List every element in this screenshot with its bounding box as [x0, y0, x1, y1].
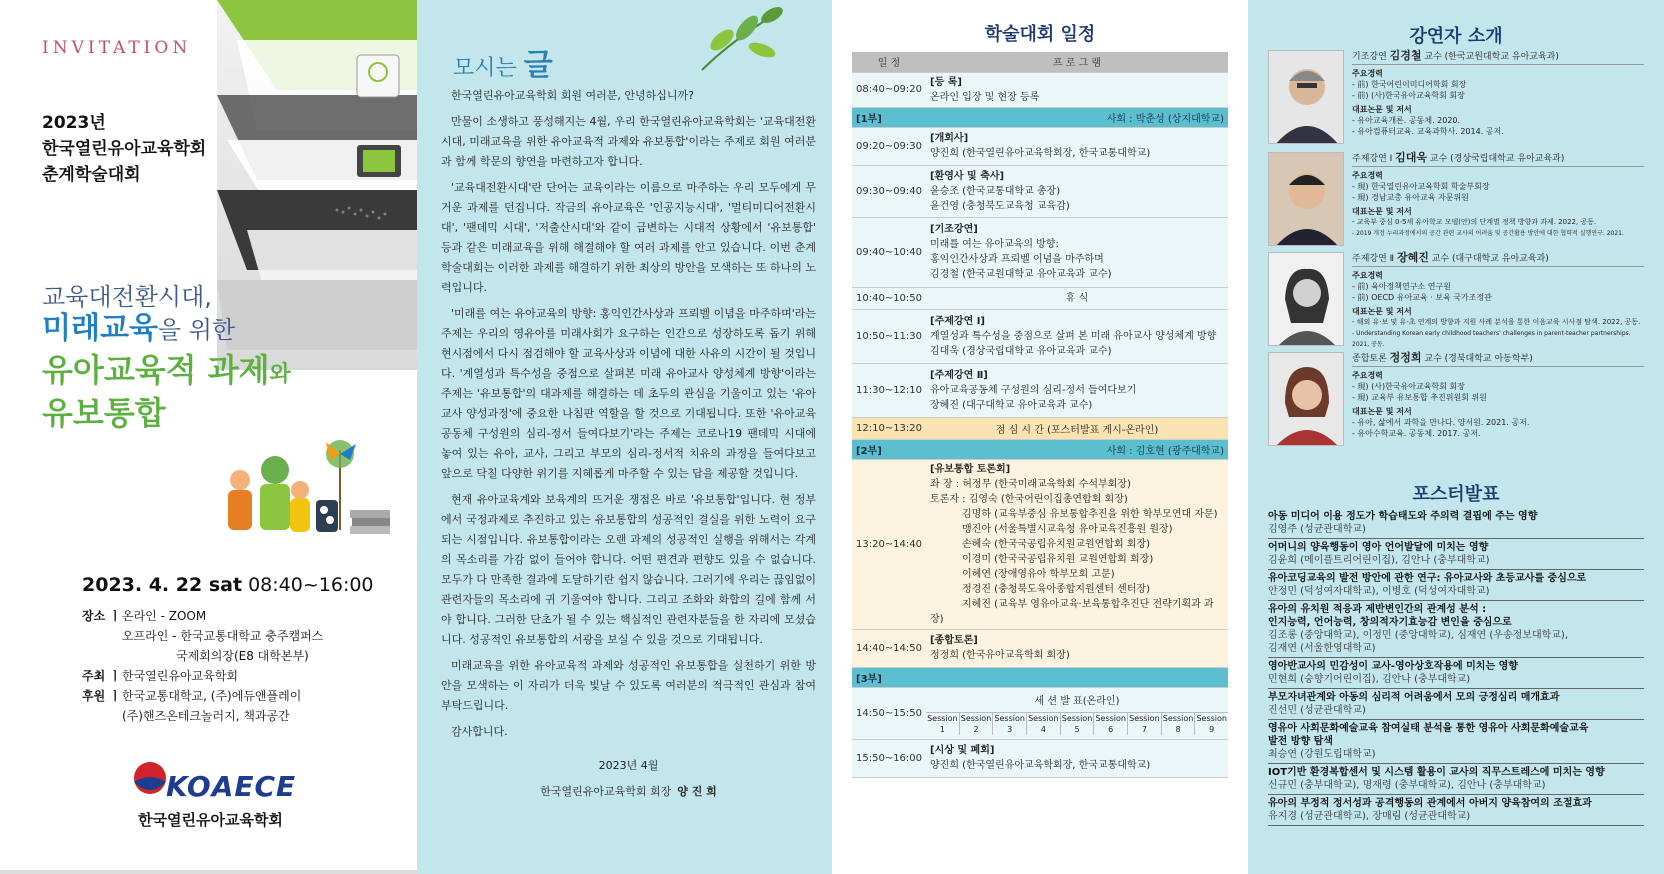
session-item: Session 4	[1026, 713, 1060, 735]
greeting-letter	[441, 86, 816, 808]
schedule-row	[852, 72, 1228, 107]
speaker-info	[1352, 50, 1644, 148]
poster-title: 포스터발표	[1412, 484, 1500, 505]
debate-line: 토론자 : 김영숙 (한국어린이집총연합회 회장)	[930, 493, 1128, 505]
theme-and: 와	[269, 362, 291, 388]
session-item: Session 8	[1161, 713, 1195, 735]
program-body: 유아교육공동체 구성원의 심리-정서 들여다보기	[930, 384, 1137, 396]
poster-topic: 유아의 유치원 적응과 제반변인간의 관계성 분석 : 인지능력, 언어능력, 창의적자기효능감 변인을 중심으로	[1268, 604, 1512, 628]
sponsor-value-1: 한국교통대학교, (주)에듀앤플레이	[122, 689, 302, 703]
greeting-title-b: 글	[523, 48, 553, 83]
program-cell	[926, 629, 1228, 667]
poster-authors: 신규민 (충부대학교), 명재령 (충부대학교), 김안나 (충부대학교)	[1268, 780, 1546, 791]
speaker-affiliation: 교수 (경북대학교 아동학부)	[1421, 354, 1533, 364]
letter-date: 2023년 4월	[598, 759, 659, 772]
poster-item	[1268, 658, 1644, 689]
program-body: 양진희 (한국열린유아교육학회장, 한국교통대학교)	[930, 148, 1151, 159]
poster-topic: 영유아 사회문화예술교육 참여실태 분석을 통한 영유아 사회문화예술교육 발전 방향 탐색	[1268, 723, 1589, 747]
speaker-head	[1352, 252, 1644, 267]
part-cell	[852, 439, 1228, 459]
poster-item	[1268, 720, 1644, 764]
works-item: - 유아컴퓨터교육. 교육과학사. 2014. 공저.	[1352, 127, 1504, 136]
program-body: 윤건영 (충청북도교육청 교육감)	[930, 200, 1070, 212]
poster-item	[1268, 689, 1644, 720]
schedule-row	[852, 165, 1228, 217]
time-cell: 14:40~14:50	[852, 629, 926, 667]
host-row	[82, 666, 323, 686]
program-head: [종합토론]	[930, 635, 978, 646]
career-heading: 주요경력	[1352, 271, 1383, 280]
speaker-photo	[1268, 352, 1344, 446]
part-row	[852, 667, 1228, 687]
poster-authors: 민현희 (숭향기어린이집), 김안나 (충부대학교)	[1268, 674, 1471, 685]
poster-topic: IOT기반 환경복합센서 및 시스템 활용이 교사의 직무스트레스에 미치는 영향	[1268, 767, 1605, 778]
schedule-row	[852, 459, 1228, 629]
program-head: [주제강연 Ⅱ]	[930, 369, 988, 381]
time-cell: 09:40~10:40	[852, 217, 926, 287]
time-cell: 10:40~10:50	[852, 287, 926, 309]
schedule-row	[852, 739, 1228, 777]
session-item: Session 3	[992, 713, 1026, 735]
program-head: [기조강연]	[930, 224, 978, 235]
poster-authors: 안정민 (덕성여자대학교), 이병호 (덕성여자대학교)	[1268, 586, 1490, 597]
poster-authors: 김영주 (성균관대학교)	[1268, 524, 1366, 535]
time-cell: 08:40~09:20	[852, 72, 926, 107]
speaker-photo	[1268, 252, 1344, 346]
poster-item	[1268, 795, 1644, 826]
speaker-photo	[1268, 50, 1344, 144]
col-time: 일 정	[852, 52, 926, 72]
session-item: Session 5	[1060, 713, 1094, 735]
debate-line: 좌 장 : 허정무 (한국미래교육학회 수석부회장)	[930, 478, 1131, 490]
time-cell: 09:30~09:40	[852, 165, 926, 217]
place-row	[82, 606, 323, 626]
schedule-row	[852, 287, 1228, 309]
program-body: 온라인 입장 및 현장 등록	[930, 91, 1040, 103]
poster-topic: 유아코딩교육의 발전 방안에 관한 연구: 유아교사와 초등교사를 중심으로	[1268, 573, 1587, 584]
program-head: [환영사 및 축사]	[930, 170, 1005, 182]
program-cell	[926, 217, 1228, 287]
theme-task: 유아교육적 과제	[42, 351, 270, 390]
col-program: 프 로 그 램	[926, 52, 1228, 72]
works-heading: 대표논문 및 저서	[1352, 407, 1412, 416]
session-item: Session 9	[1194, 713, 1228, 735]
schedule-row	[852, 127, 1228, 165]
poster-item	[1268, 508, 1644, 539]
works-item: - 유아교육개론. 공동체. 2020.	[1352, 116, 1461, 125]
program-cell	[926, 309, 1228, 363]
program-cell	[926, 459, 1228, 629]
speaker-name: 김경철	[1389, 49, 1422, 62]
poster-topic: 영아반교사의 민감성이 교사-영아상호작용에 미치는 영향	[1268, 661, 1518, 672]
event-date	[82, 574, 374, 596]
theme-line-2	[42, 312, 291, 347]
program-head: [주제강연 Ⅰ]	[930, 315, 985, 327]
signature-name: 양 진 희	[677, 785, 717, 798]
schedule-title: 학술대회 일정	[984, 24, 1096, 45]
program-cell	[926, 72, 1228, 107]
bottom-divider	[0, 870, 417, 874]
schedule-row	[852, 687, 1228, 739]
debate-line: 맹진아 (서울특별시교육청 유아교육진흥원 원장)	[962, 523, 1173, 535]
conference-year: 2023년	[42, 113, 106, 133]
session-item: Session 2	[959, 713, 993, 735]
schedule-header	[852, 52, 1228, 72]
part-label: [1부]	[856, 113, 882, 125]
poster-authors: 최승연 (강원도립대학교)	[1268, 749, 1376, 760]
debate-line: 손혜숙 (한국국공립유치원교원연합회 회장)	[962, 538, 1151, 550]
poster-item	[1268, 570, 1644, 601]
part-host: 사회 : 김호현 (광주대학교)	[1106, 445, 1224, 457]
career-item: - 現) 한국열린유아교육학회 학술부회장	[1352, 182, 1490, 191]
career-item: - 前) 육아정책연구소 연구원	[1352, 282, 1451, 291]
part-cell: [3부]	[852, 667, 1228, 687]
program-cell: 휴 식	[926, 287, 1228, 309]
lunch-row	[852, 417, 1228, 439]
theme-line-1: 교육대전환시대,	[42, 283, 212, 311]
conference-title	[42, 110, 206, 188]
works-item: - 교육부 중심 0-5세 유아학교 모델(안)의 단계별 정책 방향과 과제. 2022, 공동.	[1352, 218, 1597, 226]
works-item: - 2019 개정 누리과정에서의 공간 관련 교사의 어려움 및 공간활용 방안에 대한 협력적 실행연구. 2021.	[1352, 230, 1624, 237]
session-item: Session 6	[1093, 713, 1127, 735]
signature-role: 한국열린유아교육학회 회장	[540, 785, 672, 798]
poster-topic: 부모자녀관계와 아동의 심리적 어려움에서 모의 긍정심리 매개효과	[1268, 692, 1560, 703]
program-body: 홍익인간사상과 프뢰벨 이념을 마주하며	[930, 254, 1104, 265]
event-date-day: 2023. 4. 22 sat	[82, 574, 243, 596]
debate-line: 정경진 (충청북도육아종합지원센터 센터장)	[962, 583, 1151, 595]
speaker-affiliation: 교수 (한국교원대학교 유아교육과)	[1421, 52, 1559, 62]
leaf-illustration	[692, 0, 792, 84]
sponsor-value-2: (주)핸즈온테크놀러지, 책과공간	[122, 709, 290, 723]
works-item: - Understanding Korean early childhood teachers' challenges in parent-teacher partnerships. 2021, 공동.	[1352, 330, 1631, 348]
debate-line: 김명하 (교육부중심 유보통합추진을 위한 학부모연대 자문)	[962, 508, 1218, 520]
career-item: - 前) 한국어린이미디어학회 회장	[1352, 80, 1467, 89]
part-row	[852, 439, 1228, 459]
speaker-affiliation: 교수 (대구대학교 유아교육과)	[1428, 254, 1549, 264]
poster-item	[1268, 764, 1644, 795]
letter-paragraph: 감사합니다.	[451, 725, 508, 738]
letter-paragraph: 현재 유아교육계와 보육계의 뜨거운 쟁점은 바로 '유보통합'입니다. 현 정부에서 국정과제로 추진하고 있는 유보통합의 성공적인 결실을 위한 노력이 요구되는 시점입니다. 유보통합이라는 오랜 과제의 성공적인 실행을 위해서는 각계의 목소리를 가감 없이 들어야 합니다. 어떤 편견과 편향도 있을 수 없습니다. 모두가 다 만족한 결과에 도달하기란 쉽지 않습니다. 그러기에 우리는 끊임없이 관련자들의 목소리에 귀 기울여야 합니다. 그리고 조화와 화합의 길에 함께 서야 합니다. 그러한 단초가 될 수 있는 핵심적인 관련자분들을 한 자리에 모셨습니다. 성공적인 유보통합의 서광을 보실 수 있을 것으로 기대됩니다.	[441, 493, 816, 646]
program-head: [시상 및 폐회]	[930, 745, 995, 756]
speaker-card	[1268, 152, 1648, 250]
program-head: 세 션 발 표(온라인)	[926, 691, 1228, 713]
poster-authors: 김조롱 (중앙대학교), 이정민 (중앙대학교), 심재연 (우송정보대학교), 김재연 (서울한영대학교)	[1268, 630, 1568, 654]
program-cell: 점 심 시 간 (포스터발표 게시-온라인)	[926, 417, 1228, 439]
career-item: - 現) (사)한국유아교육학회 회장	[1352, 382, 1465, 391]
koaece-logo	[130, 758, 296, 830]
theme-future-education: 미래교육	[42, 310, 158, 346]
place-room: 국제회의장(E8 대학본부)	[176, 649, 309, 663]
program-cell	[926, 739, 1228, 777]
program-cell	[926, 687, 1228, 739]
sponsor-key: 후원 ㅣ	[82, 689, 121, 703]
speaker-name: 정정희	[1389, 351, 1422, 364]
invitation-label: INVITATION	[42, 38, 192, 58]
poster-topic: 어머니의 양육행동이 영아 언어발달에 미치는 영향	[1268, 542, 1489, 553]
poster-authors: 김윤희 (메이플트리어린이집), 김안나 (충부대학교)	[1268, 555, 1490, 566]
career-heading: 주요경력	[1352, 69, 1383, 78]
works-heading: 대표논문 및 저서	[1352, 207, 1412, 216]
works-item: - 유아, 삶에서 과학을 만나다. 양서원. 2021. 공저.	[1352, 418, 1530, 427]
part-host: 사회 : 박춘성 (상지대학교)	[1106, 113, 1224, 125]
speaker-name: 김대욱	[1395, 151, 1428, 164]
speaker-head	[1352, 50, 1644, 65]
schedule-panel	[832, 0, 1248, 874]
poster-topic: 아동 미디어 이용 정도가 학습태도와 주의력 결핍에 주는 영향	[1268, 511, 1538, 522]
career-item: - 現) 교육부 유보통합 추진위원회 위원	[1352, 393, 1487, 402]
speaker-photo	[1268, 152, 1344, 246]
theme-line-4: 유보통합	[42, 393, 166, 432]
time-cell: 10:50~11:30	[852, 309, 926, 363]
program-head: [등 록]	[930, 76, 962, 88]
kids-illustration	[200, 440, 400, 550]
debate-line: 이혜연 (장애영유아 학부모회 고문)	[962, 568, 1115, 580]
debate-line: 이경미 (한국국공립유치원 교원연합회 회장)	[962, 553, 1154, 565]
poster-authors: 진선민 (성균관대학교)	[1268, 705, 1366, 716]
time-cell: 09:20~09:30	[852, 127, 926, 165]
conference-name: 춘계학술대회	[42, 165, 141, 185]
career-item: - 前) (사)한국유아교육학회 회장	[1352, 91, 1465, 100]
place-key: 장소 ㅣ	[82, 609, 121, 623]
works-heading: 대표논문 및 저서	[1352, 105, 1412, 114]
koaece-emblem-icon	[130, 758, 170, 798]
speaker-role: 주제강연 Ⅰ	[1352, 154, 1396, 164]
schedule-row	[852, 217, 1228, 287]
speaker-info	[1352, 352, 1644, 450]
conference-org: 한국열린유아교육학회	[42, 139, 207, 159]
speakers-title: 강연자 소개	[1409, 26, 1503, 47]
career-item: - 前) OECD 유아교육 · 보육 국가조정관	[1352, 293, 1492, 302]
poster-item	[1268, 539, 1644, 570]
poster-topic: 유아의 부정적 정서성과 공격행동의 관계에서 아버지 양육참여의 조절효과	[1268, 798, 1592, 809]
program-cell	[926, 127, 1228, 165]
part-row	[852, 107, 1228, 127]
sponsor-row	[82, 686, 323, 706]
event-info	[82, 606, 323, 726]
debate-line: 지혜진 (교육부 영유아교육·보육통합추진단 전략기획과 과장)	[930, 598, 1214, 625]
speaker-role: 기조강연	[1352, 52, 1390, 62]
part-cell	[852, 107, 1228, 127]
program-body: 장혜진 (대구대학교 유아교육과 교수)	[930, 399, 1093, 411]
speakers-panel	[1248, 0, 1664, 874]
place-online: 온라인 - ZOOM	[122, 609, 207, 623]
works-item: - 해외 유·보 및 유-초 연계의 방향과 지원 사례 분석을 통한 이음교육 시사점 탐색. 2022, 공동.	[1352, 318, 1641, 326]
time-cell: 13:20~14:40	[852, 459, 926, 629]
host-value: 한국열린유아교육학회	[122, 669, 238, 683]
speaker-role: 주제강연 Ⅱ	[1352, 254, 1397, 264]
works-heading: 대표논문 및 저서	[1352, 307, 1412, 316]
letter-paragraph: '교육대전환시대'란 단어는 교육이라는 이름으로 마주하는 우리 모두에게 무거운 과제를 던집니다. 작금의 유아교육은 '인공지능시대', '멀티미디어전환시대', '팬데믹 시대', '저출산시대'와 같이 급변하는 시대적 상황에서 '유보통합' 등과 같은 미래교육을 위해 해결해야 할 여러 과제를 안고 있습니다. 이번 춘계학술대회는 이러한 과제를 해결하기 위한 최상의 방안을 모색하는 또 하나의 노력입니다.	[441, 181, 816, 294]
program-body: 김경철 (한국교원대학교 유아교육과 교수)	[930, 269, 1112, 280]
greeting-panel	[417, 0, 832, 874]
speaker-card	[1268, 252, 1648, 350]
logo-korean: 한국열린유아교육학회	[138, 811, 283, 829]
host-key: 주최 ㅣ	[82, 669, 121, 683]
poster-list	[1268, 508, 1644, 826]
letter-paragraph: 만물이 소생하고 풍성해지는 4월, 우리 한국열린유아교육학회는 '교육대전환시대, 미래교육을 위한 유아교육적 과제와 유보통합'이라는 주제로 회원 여러분과 함께 학문의 향연을 마련하고자 합니다.	[441, 115, 816, 168]
place-offline: 오프라인 - 한국교통대학교 충주캠퍼스	[122, 629, 324, 643]
time-cell: 12:10~13:20	[852, 417, 926, 439]
poster-authors: 유지경 (성균관대학교), 장매림 (성균관대학교)	[1268, 811, 1471, 822]
letter-paragraph: 한국열린유아교육학회 회원 여러분, 안녕하십니까?	[451, 89, 694, 102]
poster-item	[1268, 601, 1644, 658]
letter-paragraph: '미래를 여는 유아교육의 방향: 홍익인간사상과 프뢰벨 이념을 마주하며'라는 주제는 우리의 영유아를 미래사회가 요구하는 인간으로 성장하도록 돕기 위해 현시점에서 다시 점검해야 할 교육사상과 이념에 대한 사유의 시간이 될 것입니다. '계열성과 특수성을 중점으로 살펴본 미래 유아교사 양성체계 방향'이라는 주제는 '유보통합'의 대과제를 해결하는 데 초두의 관심을 기울이고 있는 '유아교사 양성과정'에 중요한 나침판 역할을 할 것으로 기대됩니다. 또한 '유아교육공동체 구성원의 심리-정서 들여다보기'라는 주제는 코로나19 팬데믹 시대에 놓여 있는 유아, 교사, 그리고 부모의 심리-정서적 치유의 과정을 들여다보고 앞으로 닥칠 다양한 위기를 지혜롭게 마주할 수 있는 답을 제공할 것입니다.	[441, 307, 816, 480]
program-body: 김대욱 (경상국립대학교 유아교육과 교수)	[930, 345, 1112, 357]
speaker-info	[1352, 252, 1648, 350]
schedule-row	[852, 629, 1228, 667]
speaker-card	[1268, 50, 1648, 148]
conference-theme	[42, 284, 291, 432]
cover-panel	[0, 0, 417, 874]
theme-line-3	[42, 352, 291, 389]
schedule-table	[852, 52, 1228, 778]
speaker-info	[1352, 152, 1644, 250]
schedule-row	[852, 309, 1228, 363]
speaker-head	[1352, 152, 1644, 167]
speaker-head	[1352, 352, 1644, 367]
session-item: Session 7	[1127, 713, 1161, 735]
program-body: 정정희 (한국유아교육학회 회장)	[930, 650, 1070, 661]
time-cell: 14:50~15:50	[852, 687, 926, 739]
career-heading: 주요경력	[1352, 171, 1383, 180]
career-item: - 現) 경남교총 유아교육 자문위원	[1352, 193, 1469, 202]
speaker-affiliation: 교수 (경상국립대학교 유아교육과)	[1427, 154, 1565, 164]
program-body: 미래를 여는 유아교육의 방향:	[930, 239, 1059, 250]
program-cell	[926, 363, 1228, 417]
session-list	[926, 713, 1228, 735]
greeting-title	[453, 40, 553, 84]
program-body: 계열성과 특수성을 중점으로 살펴 본 미래 유아교사 양성체계 방향	[930, 330, 1217, 342]
letter-paragraph: 미래교육을 위한 유아교육적 과제와 성공적인 유보통합을 실천하기 위한 방안을 모색하는 이 자리가 더욱 빛날 수 있도록 여러분의 적극적인 관심과 참여 부탁드립니다.	[441, 659, 816, 712]
program-body: 양진희 (한국열린유아교육학회장, 한국교통대학교)	[930, 760, 1151, 771]
time-cell: 15:50~16:00	[852, 739, 926, 777]
program-body: 윤승조 (한국교통대학교 총장)	[930, 185, 1061, 197]
works-item: - 유아수학교육. 공동체. 2017. 공저.	[1352, 429, 1481, 438]
greeting-title-a: 모시는	[453, 56, 524, 81]
logo-english: KOAECE	[166, 770, 297, 803]
program-head: [개회사]	[930, 133, 969, 144]
speaker-card	[1268, 352, 1648, 450]
theme-for: 을 위한	[157, 315, 236, 344]
session-item: Session 1	[927, 714, 958, 734]
letter-signature	[441, 782, 816, 802]
part-label: [2부]	[856, 445, 882, 457]
speaker-name: 장혜진	[1396, 251, 1429, 264]
schedule-row	[852, 363, 1228, 417]
time-cell: 11:30~12:10	[852, 363, 926, 417]
career-heading: 주요경력	[1352, 371, 1383, 380]
program-cell	[926, 165, 1228, 217]
speaker-role: 종합토론	[1352, 354, 1390, 364]
program-head: [유보통합 토론회]	[930, 463, 1011, 475]
event-date-time: 08:40~16:00	[242, 574, 374, 596]
